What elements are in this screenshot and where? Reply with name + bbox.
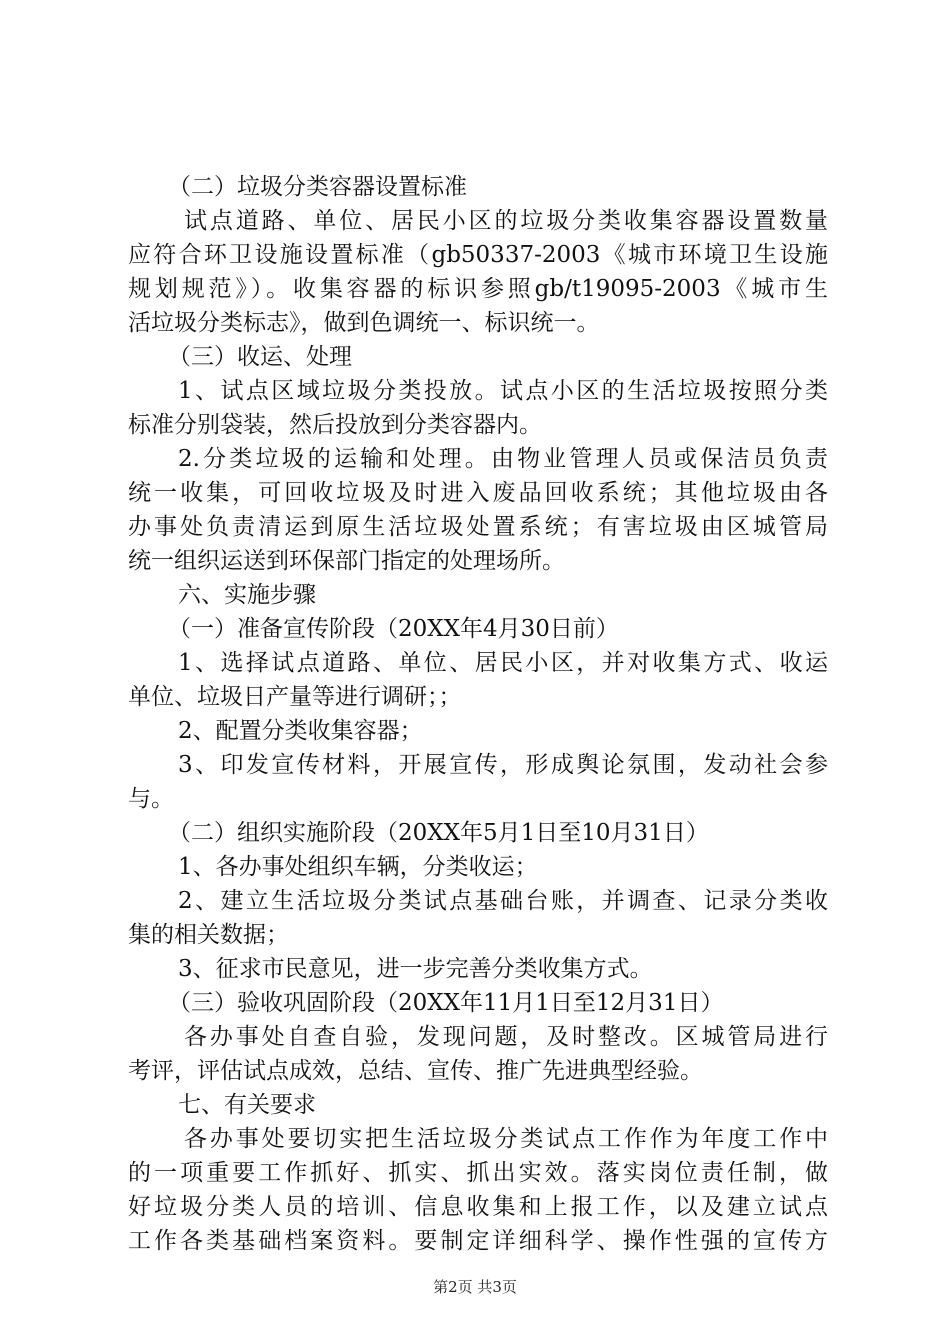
text-line: 应符合环卫设施设置标准（gb50337-2003《城市环境卫生设施	[128, 242, 828, 268]
text-line: 标准分别袋装，然后投放到分类容器内。	[128, 412, 542, 438]
text-line: 考评，评估试点成效，总结、宣传、推广先进典型经验。	[128, 1058, 703, 1084]
text-line: （二）组织实施阶段（20XX年5月1日至10月31日）	[168, 820, 709, 846]
text-line: 规划规范》）。收集容器的标识参照gb/t19095-2003《城市生	[128, 276, 828, 302]
text-line: 3、印发宣传材料，开展宣传，形成舆论氛围，发动社会参	[178, 752, 828, 778]
text-line: 2、配置分类收集容器；	[178, 718, 423, 744]
text-line: 1、各办事处组织车辆，分类收运；	[178, 854, 538, 880]
text-line: 六、实施步骤	[178, 582, 316, 608]
text-line: 1、试点区域垃圾分类投放。试点小区的生活垃圾按照分类	[178, 378, 828, 404]
document-body	[128, 170, 828, 1258]
text-line: 试点道路、单位、居民小区的垃圾分类收集容器设置数量	[184, 208, 828, 234]
text-line: 统一组织运送到环保部门指定的处理场所。	[128, 548, 565, 574]
text-line: 工作各类基础档案资料。要制定详细科学、操作性强的宣传方	[128, 1228, 828, 1254]
text-line: 单位、垃圾日产量等进行调研；；	[128, 684, 462, 710]
text-line: （一）准备宣传阶段（20XX年4月30日前）	[168, 616, 619, 642]
text-line: 的一项重要工作抓好、抓实、抓出实效。落实岗位责任制，做	[128, 1160, 828, 1186]
text-line: 七、有关要求	[178, 1092, 316, 1118]
text-line: 3、征求市民意见，进一步完善分类收集方式。	[178, 956, 653, 982]
text-line: 与。	[128, 786, 174, 812]
text-line: （三）验收巩固阶段（20XX年11月1日至12月31日）	[168, 990, 724, 1016]
text-line: 活垃圾分类标志》，做到色调统一、标识统一。	[128, 310, 600, 336]
page-footer: 第2页 共3页	[433, 1278, 517, 1296]
text-line: 办事处负责清运到原生活垃圾处置系统；有害垃圾由区城管局	[128, 514, 828, 540]
text-line: 各办事处自查自验，发现问题，及时整改。区城管局进行	[184, 1024, 828, 1050]
text-line: 1、选择试点道路、单位、居民小区，并对收集方式、收运	[178, 650, 828, 676]
text-line: 好垃圾分类人员的培训、信息收集和上报工作，以及建立试点	[128, 1194, 828, 1220]
text-line: 统一收集，可回收垃圾及时进入废品回收系统；其他垃圾由各	[128, 480, 828, 506]
text-line: 集的相关数据；	[128, 922, 289, 948]
text-line: （二）垃圾分类容器设置标准	[168, 174, 467, 200]
text-line: （三）收运、处理	[168, 344, 352, 370]
text-line: 2.分类垃圾的运输和处理。由物业管理人员或保洁员负责	[178, 446, 828, 472]
text-line: 各办事处要切实把生活垃圾分类试点工作作为年度工作中	[184, 1126, 828, 1152]
text-line: 2、建立生活垃圾分类试点基础台账，并调查、记录分类收	[178, 888, 828, 914]
